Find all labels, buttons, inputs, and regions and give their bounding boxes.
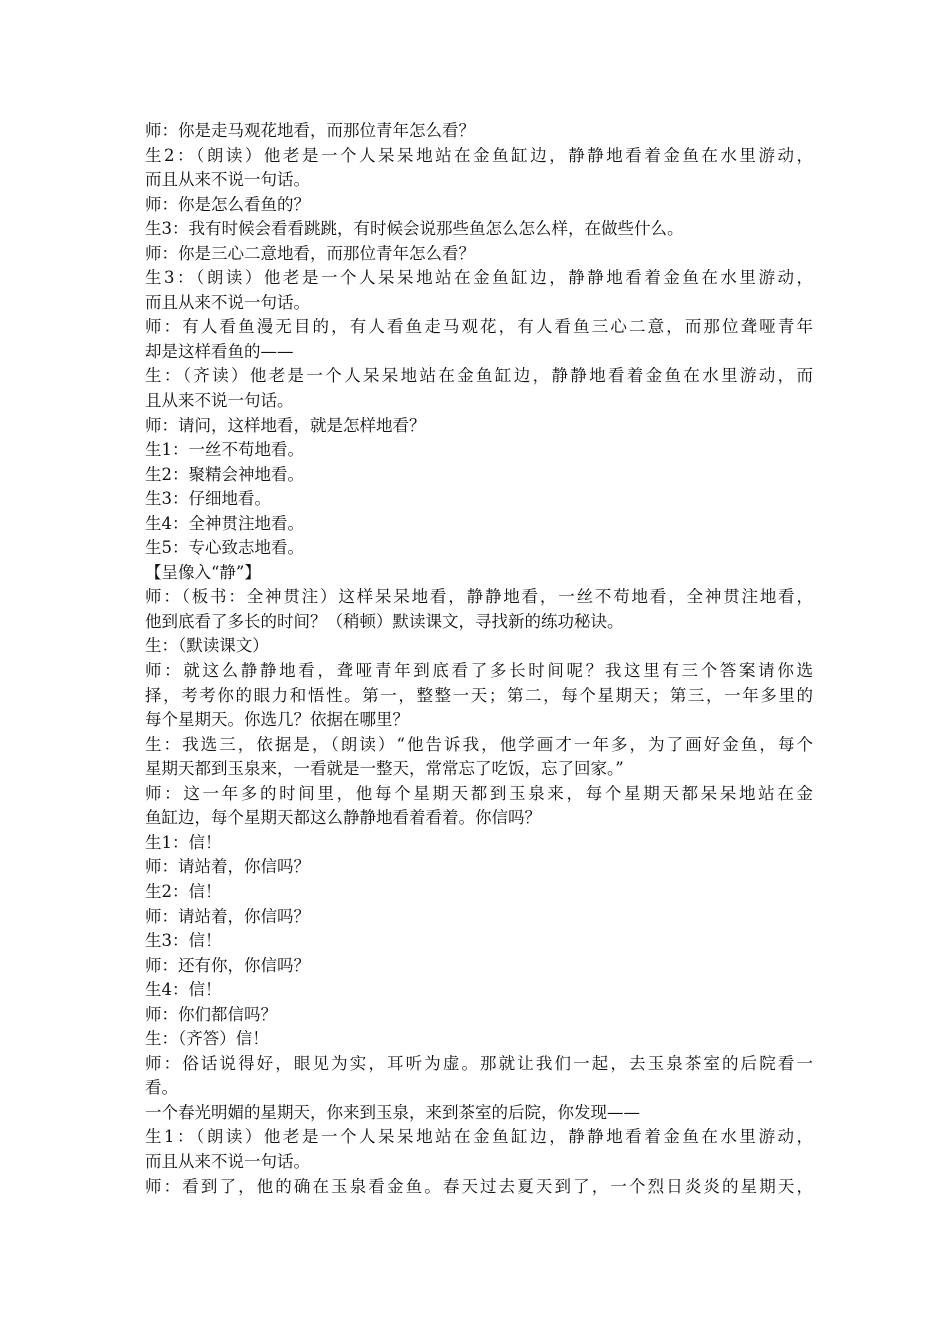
text-line: 生3：我有时候会看看跳跳，有时候会说那些鱼怎么怎么样，在做些什么。	[145, 219, 684, 239]
text-line: 生1：一丝不苟地看。	[145, 440, 304, 460]
text-line: 而且从来不说一句话。	[145, 1151, 310, 1171]
text-line: 而且从来不说一句话。	[145, 170, 310, 190]
text-line: 生3：仔细地看。	[145, 489, 271, 509]
text-line: 生1：信！	[145, 832, 222, 852]
text-line: 择，考考你的眼力和悟性。第一，整整一天；第二，每个星期天；第三，一年多里的	[145, 685, 813, 705]
text-line: 生2：信！	[145, 881, 222, 901]
text-line: 生4：信！	[145, 980, 222, 1000]
text-line: 生3：信！	[145, 931, 222, 951]
text-line: 生1：（朗读）他老是一个人呆呆地站在金鱼缸边，静静地看着金鱼在水里游动，	[145, 1127, 813, 1147]
text-line: 一个春光明媚的星期天，你来到玉泉，来到茶室的后院，你发现——	[145, 1102, 640, 1122]
text-line: 生：（齐答）信！	[145, 1029, 269, 1049]
text-line: 生2：（朗读）他老是一个人呆呆地站在金鱼缸边，静静地看着金鱼在水里游动，	[145, 145, 813, 165]
text-line: 师：你是三心二意地看，而那位青年怎么看？	[145, 243, 475, 263]
text-line: 生：（齐读）他老是一个人呆呆地站在金鱼缸边，静静地看着金鱼在水里游动，而	[145, 366, 813, 386]
text-line: 他到底看了多长的时间？（稍顿）默读课文，寻找新的练功秘诀。	[145, 611, 624, 631]
text-line: 师：就这么静静地看，聋哑青年到底看了多长时间呢？我这里有三个答案请你选	[145, 661, 813, 681]
text-line: 看。	[145, 1078, 178, 1098]
text-line: 师：（板书：全神贯注）这样呆呆地看，静静地看，一丝不苟地看，全神贯注地看，	[145, 587, 813, 607]
text-line: 却是这样看鱼的——	[145, 341, 294, 361]
text-line: 师：有人看鱼漫无目的，有人看鱼走马观花，有人看鱼三心二意，而那位聋哑青年	[145, 317, 813, 337]
text-line: 生5：专心致志地看。	[145, 538, 304, 558]
text-line: 生3：（朗读）他老是一个人呆呆地站在金鱼缸边，静静地看着金鱼在水里游动，	[145, 268, 813, 288]
text-line: 师：看到了，他的确在玉泉看金鱼。春天过去夏天到了，一个烈日炎炎的星期天，	[145, 1176, 813, 1196]
text-line: 师：俗话说得好，眼见为实，耳听为虚。那就让我们一起，去玉泉茶室的后院看一	[145, 1053, 813, 1073]
text-line: 师：请问，这样地看，就是怎样地看？	[145, 415, 426, 435]
text-line: 生：我选三，依据是，（朗读）“他告诉我，他学画才一年多，为了画好金鱼，每个	[145, 734, 813, 754]
text-line: 师：请站着，你信吗？	[145, 857, 310, 877]
text-line: 星期天都到玉泉来，一看就是一整天，常常忘了吃饭，忘了回家。”	[145, 759, 624, 779]
text-line: 师：你们都信吗？	[145, 1004, 277, 1024]
text-line: 【呈像入“静”】	[145, 562, 261, 582]
text-line: 师：这一年多的时间里，他每个星期天都到玉泉来，每个星期天都呆呆地站在金	[145, 783, 813, 803]
text-line: 鱼缸边，每个星期天都这么静静地看着看着。你信吗？	[145, 808, 541, 828]
text-line: 生2：聚精会神地看。	[145, 464, 304, 484]
text-line: 生：（默读课文）	[145, 636, 269, 656]
text-line: 师：还有你，你信吗？	[145, 955, 310, 975]
text-line: 师：你是怎么看鱼的？	[145, 194, 310, 214]
text-line: 师：请站着，你信吗？	[145, 906, 310, 926]
text-line: 且从来不说一句话。	[145, 391, 294, 411]
text-line: 生4：全神贯注地看。	[145, 513, 304, 533]
text-line: 而且从来不说一句话。	[145, 292, 310, 312]
text-line: 每个星期天。你选几？依据在哪里？	[145, 710, 409, 730]
document-body	[145, 119, 813, 1199]
text-line: 师：你是走马观花地看，而那位青年怎么看？	[145, 121, 475, 140]
